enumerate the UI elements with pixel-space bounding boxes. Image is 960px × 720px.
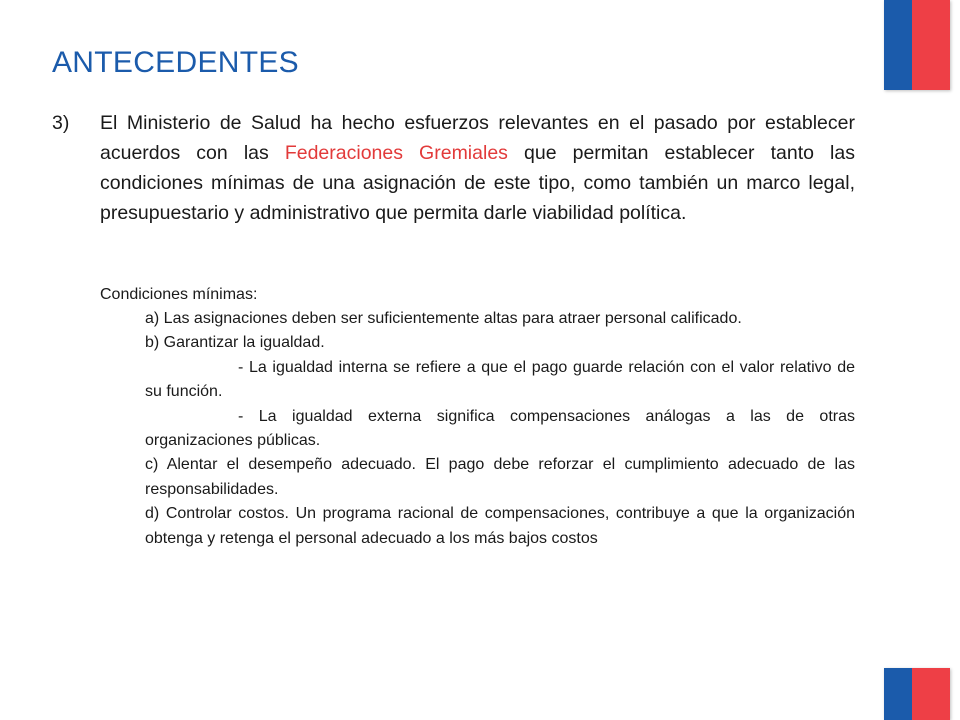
point-text-after: que permitan establecer tanto las condiciones mínimas de una asignación de este tipo, como también un marco legal, presupuestario y administrativo que permita darle viabilidad política. [100, 142, 855, 224]
condition-a: a) Las asignaciones deben ser suficientemente altas para atraer personal calificado. [145, 310, 742, 327]
condition-b-internal [145, 356, 855, 405]
chile-flag-logo-bottom [884, 668, 950, 720]
flag-red-stripe [912, 0, 950, 90]
conditions-list [145, 307, 855, 551]
point-paragraph [100, 108, 855, 228]
federaciones-highlight: Federaciones Gremiales [284, 142, 508, 164]
conditions-label: Condiciones mínimas: [100, 286, 258, 303]
slide-title: ANTECEDENTES [52, 46, 299, 79]
flag-blue-stripe [884, 0, 912, 90]
condition-b-external-text: - La igualdad externa significa compensaciones análogas a las de otras organizaciones públicas. [145, 407, 855, 450]
condition-c: c) Alentar el desempeño adecuado. El pago debe reforzar el cumplimiento adecuado de las responsabilidades. [145, 456, 855, 498]
condition-d: d) Controlar costos. Un programa racional de compensaciones, contribuye a que la organización obtenga y retenga el personal adecuado a los más bajos costos [145, 505, 855, 547]
chile-flag-logo-top [884, 0, 950, 90]
point-text-before: El Ministerio de Salud ha hecho esfuerzos relevantes en el pasado por establecer acuerdos con las [100, 112, 855, 164]
condition-b-internal-text: - La igualdad interna se refiere a que el pago guarde relación con el valor relativo de su función. [145, 358, 855, 401]
condition-b-external [145, 405, 855, 454]
flag-blue-stripe [884, 668, 912, 720]
condition-b: b) Garantizar la igualdad. [145, 334, 325, 352]
flag-red-stripe [912, 668, 950, 720]
point-number: 3) [52, 112, 70, 134]
